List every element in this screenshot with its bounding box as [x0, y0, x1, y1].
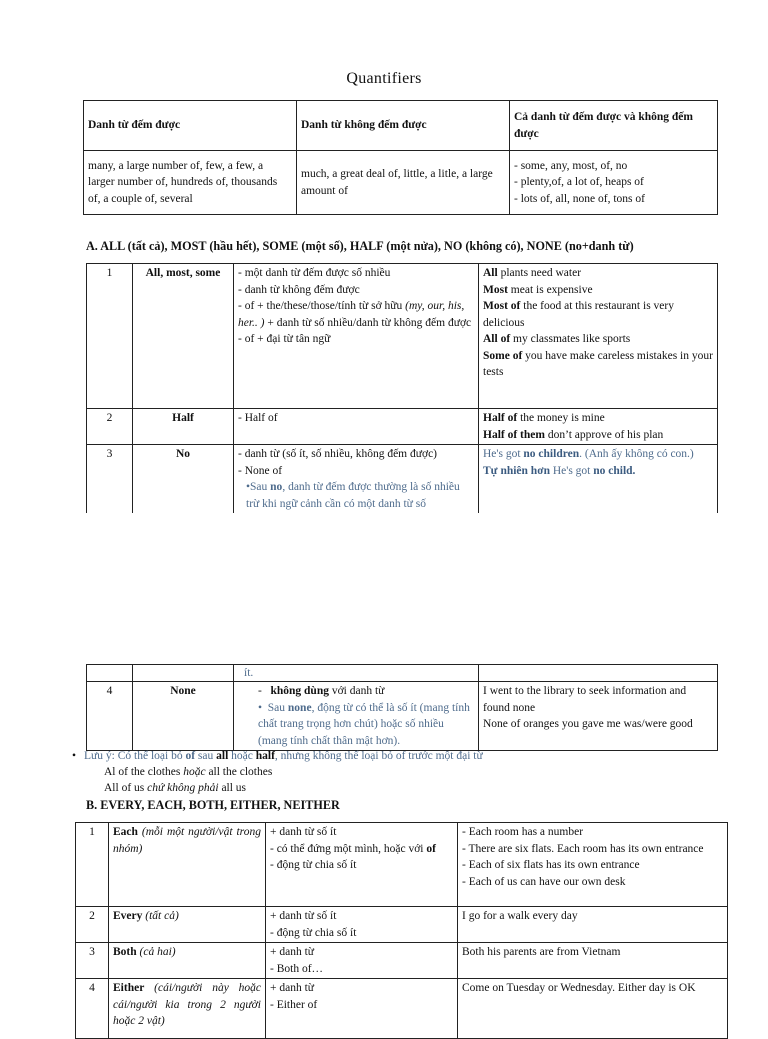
usage-cell	[266, 979, 458, 1039]
example-line: - Each room has a number	[462, 826, 584, 838]
usage-cell	[266, 943, 458, 979]
uncountable-quantifiers: much, a great deal of, little, a litle, a large amount of	[297, 151, 510, 215]
example-line	[483, 265, 713, 282]
table-row	[87, 665, 718, 682]
usage-bullet: •Sau no, danh từ đếm được thường là số nhiều trừ khi ngữ cảnh cần có một danh từ số	[246, 481, 460, 510]
usage-line: - động từ chia số ít	[270, 859, 357, 871]
usage-line	[238, 298, 474, 331]
example-text: He's got	[483, 448, 524, 460]
quantifier-gloss: (mỗi một người/vật trong nhóm)	[113, 826, 261, 855]
header-uncountable: Danh từ không đếm được	[297, 101, 510, 151]
usage-text: - có thể đứng một mình, hoặc với	[270, 842, 427, 855]
note-line: • Lưu ý: Có thể loại bỏ of sau all hoặc half, nhưng không thể loại bỏ of trước một đại từ	[72, 750, 483, 762]
example-cell	[479, 682, 718, 751]
quantifier-bold: Both	[113, 946, 137, 958]
quantifier-name: All, most, some	[133, 264, 234, 409]
usage-bold: no	[270, 481, 283, 493]
usage-text: Sau	[250, 481, 271, 493]
usage-cell	[234, 682, 479, 751]
usage-text: với danh từ	[328, 685, 385, 697]
example-text: don’t approve of his plan	[544, 428, 664, 441]
quantifier-name: None	[133, 682, 234, 751]
table-row	[76, 943, 728, 979]
section-a-heading: A. ALL (tất cả), MOST (hầu hết), SOME (một số), HALF (một nửa), NO (không có), NONE (no+danh từ)	[86, 239, 634, 253]
countable-quantifiers: many, a large number of, few, a few, a larger number of, hundreds of, thousands of, a couple of, several	[84, 151, 297, 215]
quantifier-gloss: (cả hai)	[136, 946, 176, 958]
example-cell	[479, 264, 718, 409]
example-text: . (Anh ấy không có con.)	[579, 448, 694, 460]
example-bold: All	[483, 267, 498, 279]
usage-text: , danh từ đếm được thường là số nhiều trừ khi ngữ cảnh cần có một danh từ số	[246, 481, 460, 510]
quantifier-name	[109, 979, 266, 1039]
usage-cell	[266, 823, 458, 907]
example-bold: Half of	[483, 412, 518, 424]
usage-bold: không dùng	[270, 685, 329, 697]
usage-cell	[266, 907, 458, 943]
example-cell: Both his parents are from Vietnam	[458, 943, 728, 979]
note-text: , nhưng không thể loại bỏ of trước một đại từ	[274, 750, 483, 762]
row-number: 3	[76, 943, 109, 979]
example-cell	[479, 665, 718, 682]
example-text: the money is mine	[517, 412, 605, 424]
example-line	[483, 298, 713, 331]
example-text: the food at this restaurant is very delicious	[483, 300, 674, 329]
example-cell: Come on Tuesday or Wednesday. Either day is OK	[458, 979, 728, 1039]
usage-text: + danh từ số nhiều/danh từ không đếm được	[264, 316, 472, 329]
usage-text: - of + the/these/those/tính từ sở hữu	[238, 300, 403, 312]
usage-line: - Either of	[270, 998, 318, 1011]
usage-bullet: • Sau none, động từ có thể là số ít (mang tính chất trang trọng hơn chút) hoặc số nhiều (mang tính chất thân mật hơn).	[258, 701, 470, 747]
quantifier-name	[109, 907, 266, 943]
example-text: you have make careless mistakes in your tests	[483, 349, 713, 378]
example-line: None of oranges you gave me was/were good	[483, 718, 693, 730]
note-bold: all	[216, 750, 229, 762]
usage-line: - of + đại từ tân ngữ	[238, 333, 331, 345]
example-bold: Some of	[483, 349, 523, 362]
usage-line: - Both of…	[270, 962, 324, 975]
quantifier-name: Half	[133, 409, 234, 445]
example-bold: no children	[523, 448, 580, 460]
example-line: - There are six flats. Each room has its own entrance	[462, 842, 704, 855]
example-cell: I go for a walk every day	[458, 907, 728, 943]
note-line	[86, 780, 726, 796]
page-title: Quantifiers	[346, 70, 422, 87]
usage-line	[270, 841, 453, 858]
example-line: I went to the library to seek information and found none	[483, 685, 687, 714]
example-bold: Half of them	[483, 428, 545, 441]
usage-line: - None of	[238, 464, 283, 477]
note-line	[86, 764, 726, 780]
usage-cell: ít.	[234, 665, 479, 682]
example-cell	[458, 823, 728, 907]
note-text: sau	[195, 750, 217, 762]
usage-text: Sau	[267, 701, 288, 714]
example-line	[483, 331, 713, 348]
example-line	[483, 410, 713, 427]
usage-line: - không dùng với danh từ	[258, 685, 385, 697]
example-text: plants need water	[497, 267, 582, 279]
usage-cell	[234, 445, 479, 514]
note-text: Lưu ý: Có thể loại bỏ	[84, 750, 186, 762]
example-line	[483, 427, 713, 444]
table-row	[87, 264, 718, 409]
usage-line: + danh từ	[270, 982, 315, 994]
usage-line: + danh từ	[270, 946, 315, 958]
row-number: 2	[76, 907, 109, 943]
note-text: hoặc	[228, 750, 256, 762]
row-number: 1	[76, 823, 109, 907]
usage-bold: of	[426, 842, 436, 855]
example-cell	[479, 445, 718, 514]
note-italic: hoặc	[183, 766, 206, 778]
row-number: 4	[76, 979, 109, 1039]
usage-line: - danh từ không đếm được	[238, 283, 360, 296]
header-countable: Danh từ đếm được	[84, 101, 297, 151]
section-a-table	[86, 263, 718, 513]
quantifier-name	[109, 943, 266, 979]
usage-bold: none	[287, 701, 312, 714]
usage-line: - động từ chia số ít	[270, 926, 357, 939]
example-bold: Most	[483, 283, 508, 296]
example-line	[483, 463, 713, 480]
both-line: - lots of, all, none of, tons of	[514, 192, 645, 205]
example-text: meat is expensive	[507, 283, 593, 296]
note-bold: of	[185, 750, 196, 762]
example-bold: All of	[483, 333, 511, 345]
note-text: Al of the clothes	[104, 766, 184, 778]
row-number: 1	[87, 264, 133, 409]
section-b-table	[75, 822, 728, 1039]
note-text: All of us	[104, 782, 148, 794]
quantifier-name: No	[133, 445, 234, 514]
example-cell	[479, 409, 718, 445]
usage-cell	[234, 264, 479, 409]
example-line: - Each of us can have our own desk	[462, 875, 626, 888]
row-number: 2	[87, 409, 133, 445]
row-number: 4	[87, 682, 133, 751]
example-bold: no child.	[593, 464, 636, 477]
both-line: - plenty,of, a lot of, heaps of	[514, 176, 644, 189]
example-text: He's got	[549, 464, 594, 477]
quantifier-bold: Every	[113, 910, 143, 922]
table-row	[87, 445, 718, 514]
note-text: all the clothes	[205, 766, 273, 778]
example-line	[483, 282, 713, 299]
example-line	[483, 348, 713, 381]
quantifier-bold: Either	[113, 982, 145, 994]
note-block	[72, 748, 726, 796]
table-row	[76, 907, 728, 943]
both-quantifiers	[510, 151, 718, 215]
quantifier-name	[109, 823, 266, 907]
usage-line: - danh từ (số ít, số nhiều, không đếm được)	[238, 448, 438, 460]
table-row	[76, 979, 728, 1039]
section-b-heading: B. EVERY, EACH, BOTH, EITHER, NEITHER	[86, 798, 340, 812]
example-text: my classmates like sports	[510, 333, 631, 345]
usage-italic: (my, our, his, her.. )	[238, 300, 465, 329]
quantifier-bold: Each	[113, 826, 138, 838]
usage-text: , động từ có thể là số ít (mang tính chất trang trọng hơn chút) hoặc số nhiều (mang tính chất thân mật hơn).	[258, 701, 470, 747]
usage-line: + danh từ số ít	[270, 826, 337, 838]
example-bold: Tự nhiên hơn	[483, 464, 550, 477]
row-number	[87, 665, 133, 682]
usage-line: - một danh từ đếm được số nhiều	[238, 267, 391, 279]
quantifier-name	[133, 665, 234, 682]
example-bold: Most of	[483, 300, 521, 312]
both-line: - some, any, most, of, no	[514, 159, 628, 172]
table-row	[87, 409, 718, 445]
header-both: Cả danh từ đếm được và không đếm được	[510, 101, 718, 151]
note-bold: half	[255, 750, 275, 762]
quantifier-gloss: (tất cả)	[142, 910, 179, 922]
example-line	[483, 446, 713, 463]
row-number: 3	[87, 445, 133, 514]
quantifier-gloss: (cái/người này hoặc cái/người kia trong 2 người hoặc 2 vật)	[113, 982, 261, 1027]
table-row	[76, 823, 728, 907]
note-text: all us	[218, 782, 247, 794]
example-line: - Each of six flats has its own entrance	[462, 859, 640, 871]
usage-line: + danh từ số ít	[270, 910, 337, 922]
table-row	[87, 682, 718, 751]
section-a-continued-table	[86, 664, 718, 751]
usage-cell: - Half of	[234, 409, 479, 445]
noun-type-table	[83, 100, 718, 215]
note-italic: chứ không phải	[147, 782, 219, 794]
